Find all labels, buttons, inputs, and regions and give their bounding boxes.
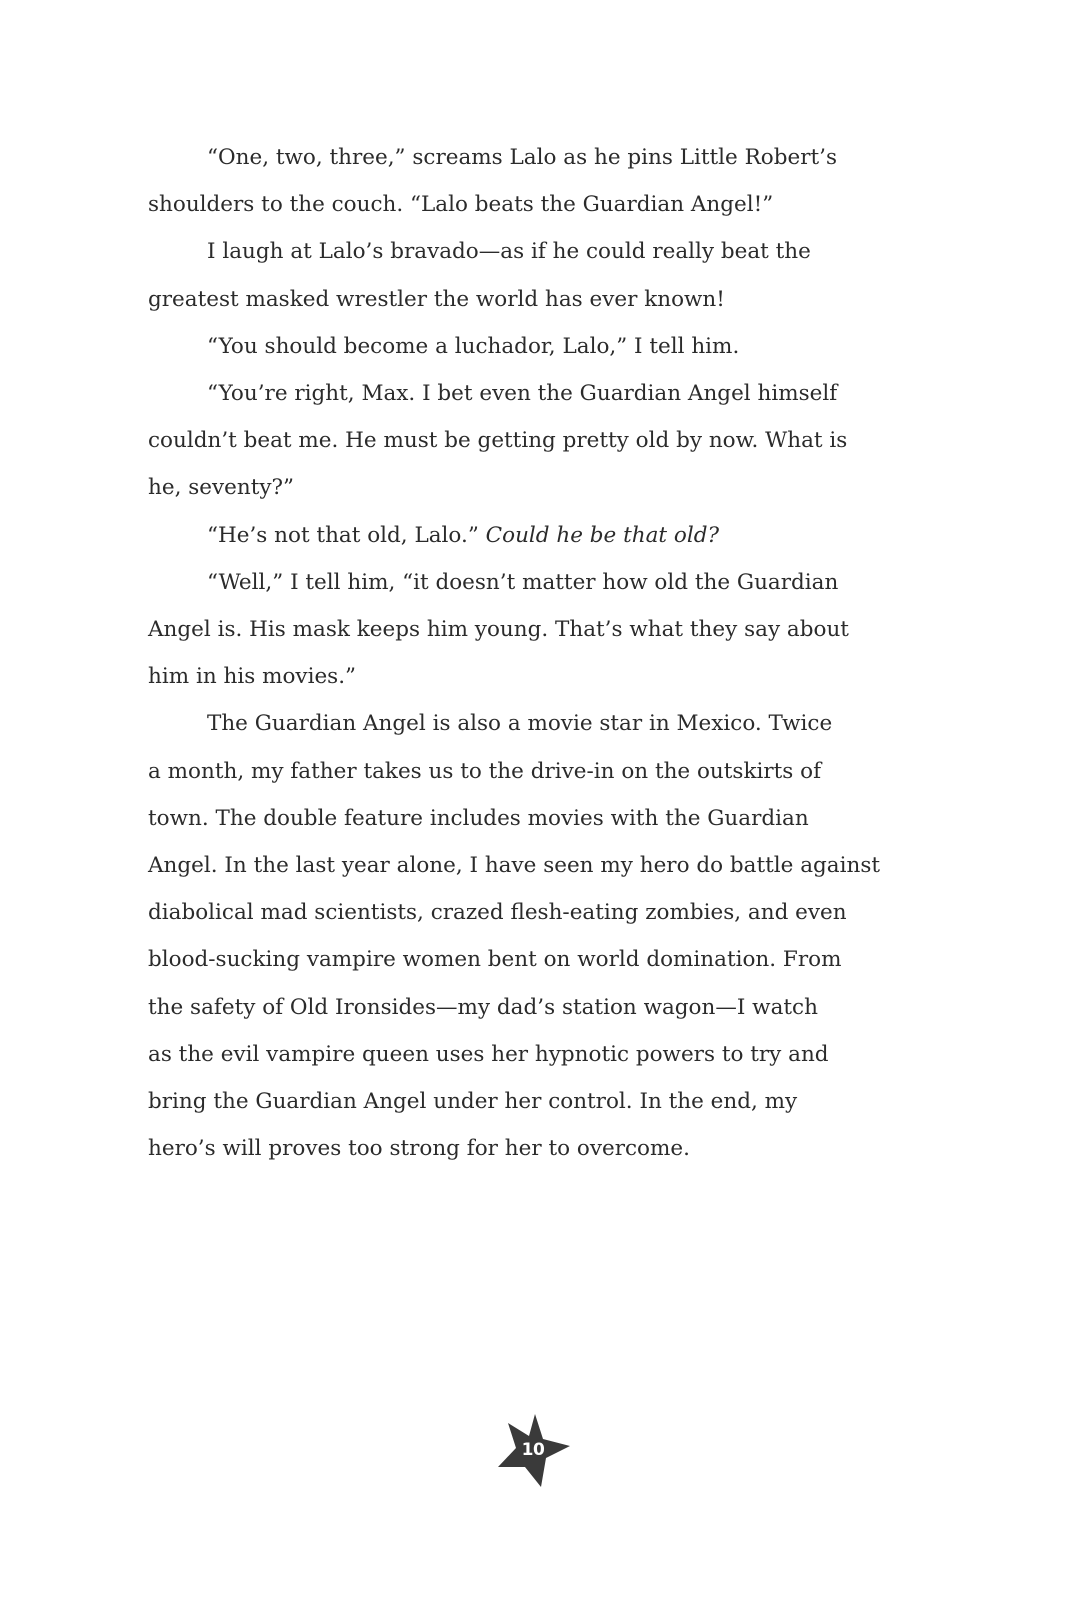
text-line xyxy=(148,606,928,653)
text-line xyxy=(148,842,928,889)
text-line-content: bring the Guardian Angel under her control. In the end, my xyxy=(148,1089,798,1115)
text-line xyxy=(148,559,928,606)
text-line-content: blood-sucking vampire women bent on world domination. From xyxy=(148,947,842,973)
text-line-content: town. The double feature includes movies with the Guardian xyxy=(148,805,809,831)
text-line-content: “Well,” I tell him, “it doesn’t matter how old the Guardian xyxy=(207,569,839,595)
text-line xyxy=(148,700,928,747)
text-line-content: the safety of Old Ironsides—my dad’s station wagon—I watch xyxy=(148,994,818,1020)
body-text xyxy=(148,134,928,1172)
text-line xyxy=(148,276,928,323)
page-number: 10 xyxy=(521,1440,545,1460)
text-line xyxy=(148,795,928,842)
text-line xyxy=(148,228,928,275)
text-line-content: him in his movies.” xyxy=(148,664,357,690)
text-line xyxy=(148,323,928,370)
text-line xyxy=(148,134,928,181)
text-line xyxy=(148,370,928,417)
text-line-content: The Guardian Angel is also a movie star in Mexico. Twice xyxy=(207,711,833,737)
text-line-content: “One, two, three,” screams Lalo as he pins Little Robert’s xyxy=(207,145,837,170)
text-line-content: a month, my father takes us to the drive-in on the outskirts of xyxy=(148,758,822,784)
text-line-content: couldn’t beat me. He must be getting pretty old by now. What is xyxy=(148,428,848,454)
page-number-badge xyxy=(494,1412,572,1490)
text-line-content: “You’re right, Max. I bet even the Guardian Angel himself xyxy=(207,381,838,407)
text-line xyxy=(148,653,928,700)
text-line xyxy=(148,181,928,228)
text-line-content: shoulders to the couch. “Lalo beats the Guardian Angel!” xyxy=(148,192,774,218)
text-line-content: Angel is. His mask keeps him young. That’s what they say about xyxy=(148,617,849,643)
text-line-content: I laugh at Lalo’s bravado—as if he could really beat the xyxy=(207,239,811,265)
text-line xyxy=(148,984,928,1031)
text-line xyxy=(148,1125,928,1172)
text-line-content: diabolical mad scientists, crazed flesh-eating zombies, and even xyxy=(148,900,847,926)
text-line-content: hero’s will proves too strong for her to overcome. xyxy=(148,1136,690,1162)
text-line xyxy=(148,512,928,559)
text-line-content: as the evil vampire queen uses her hypnotic powers to try and xyxy=(148,1041,829,1067)
text-line-content: “You should become a luchador, Lalo,” I tell him. xyxy=(207,333,740,359)
text-line xyxy=(148,464,928,511)
text-line-content: “He’s not that old, Lalo.” xyxy=(207,522,479,548)
text-line-content: Angel. In the last year alone, I have seen my hero do battle against xyxy=(148,853,880,879)
text-line-content: he, seventy?” xyxy=(148,475,295,501)
text-line-content: greatest masked wrestler the world has ever known! xyxy=(148,286,725,312)
text-line xyxy=(148,1031,928,1078)
italic-thought: Could he be that old? xyxy=(485,522,720,548)
text-line xyxy=(148,1078,928,1125)
text-line xyxy=(148,748,928,795)
text-line xyxy=(148,417,928,464)
text-line xyxy=(148,936,928,983)
text-line xyxy=(148,889,928,936)
